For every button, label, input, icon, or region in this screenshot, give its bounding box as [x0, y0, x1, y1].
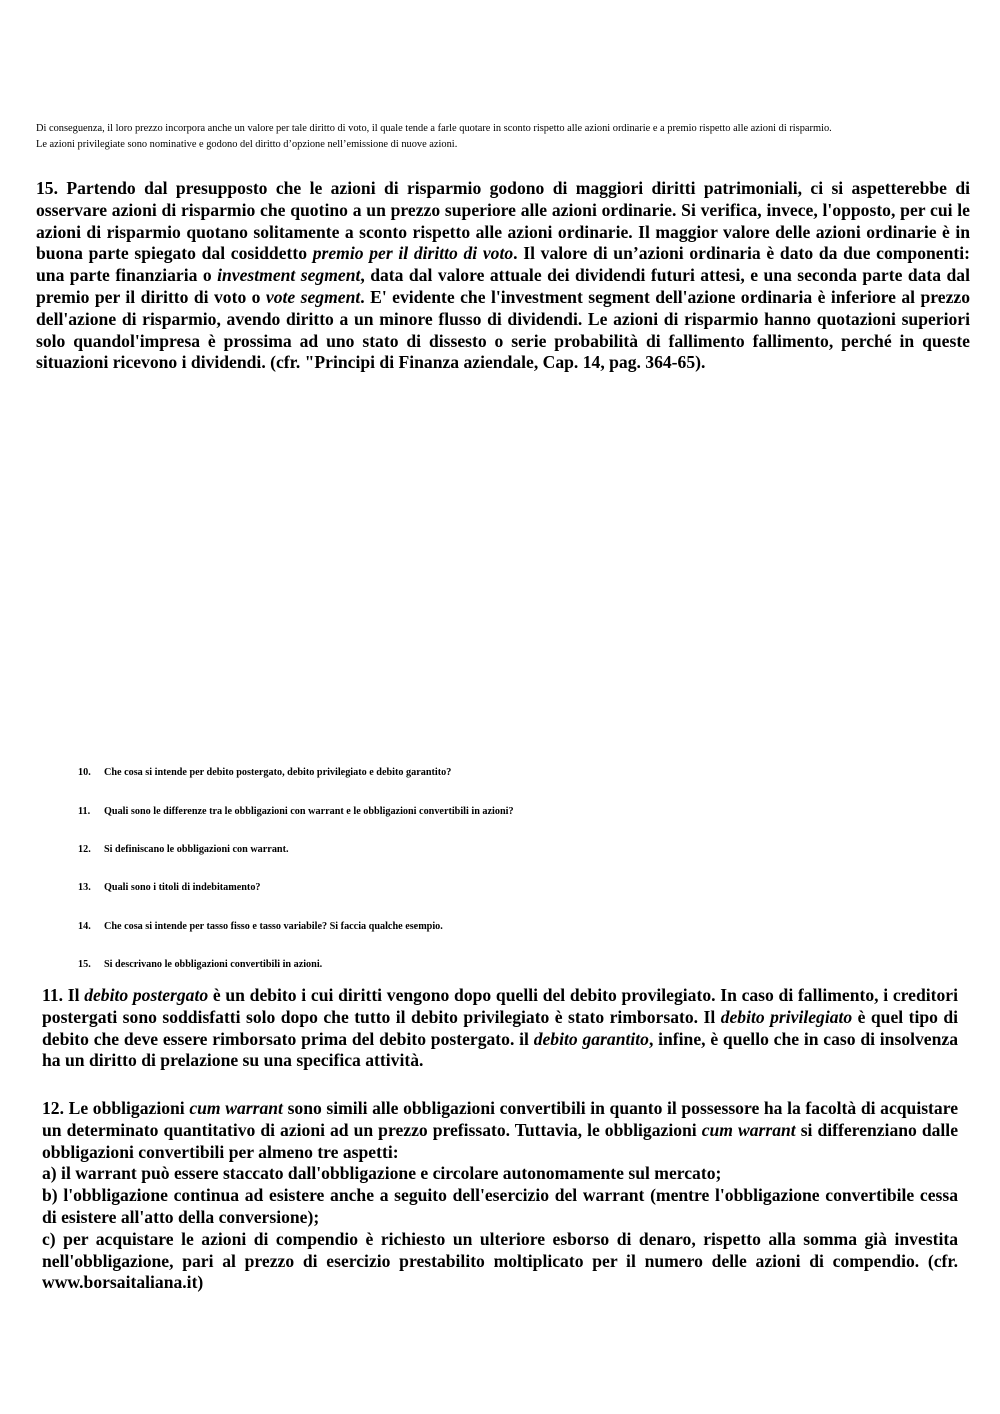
answer-text: . Il valore di un’azioni ordinaria è dato da due componenti: una parte finanziaria o: [36, 243, 970, 286]
answer-text: , infine, è quello che in caso di insolvenza ha un diritto di prelazione su una specifica attività.: [42, 1028, 958, 1071]
question-text: Quali sono le differenze tra le obbligazioni con warrant e le obbligazioni convertibili in azioni?: [104, 806, 514, 817]
list-item: [78, 921, 443, 932]
question-number: 10.: [78, 767, 91, 778]
question-text: Che cosa si intende per debito postergato, debito privilegiato e debito garantito?: [104, 767, 452, 778]
list-item: [78, 844, 289, 855]
answer-italic-term: cum warrant: [189, 1098, 283, 1118]
answer-15-paragraph: [36, 178, 970, 374]
question-number: 14.: [78, 921, 91, 932]
question-text: Che cosa si intende per tasso fisso e tasso variabile? Si faccia qualche esempio.: [104, 921, 443, 932]
question-text: Si definiscano le obbligazioni con warrant.: [104, 844, 289, 855]
question-text: Quali sono i titoli di indebitamento?: [104, 882, 261, 893]
intro-line: Di conseguenza, il loro prezzo incorpora anche un valore per tale diritto di voto, il quale tende a farle quotare in sconto rispetto alle azioni ordinarie e a premio rispetto alle azioni di risparmio.: [36, 123, 832, 134]
question-number: 12.: [78, 844, 91, 855]
answer-text: , data dal valore attuale dei dividendi futuri attesi, e una seconda parte data dal premio per il diritto di voto o: [36, 265, 970, 307]
answer-12-item-c: c) per acquistare le azioni di compendio è richiesto un ulteriore esborso di denaro, rispetto alla somma già investita nell'obbligazione, pari al prezzo di esercizio prestabilito moltiplicato per il numero delle azioni di compendio. (cfr. www.borsaitaliana.it): [42, 1228, 958, 1293]
answer-text: . E' evidente che l'investment segment dell'azione ordinaria è inferiore al prezzo dell'azione di risparmio, avendo diritto a un minore flusso di dividendi. Le azioni di risparmio hanno quotazioni superiori solo quandol'impresa è prossima ad uno stato di dissesto o serie probabilità di fallimento fallimento, perché in queste situazioni ricevono i dividendi. (cfr. "Principi di Finanza aziendale, Cap. 14, pag. 364-65).: [36, 286, 971, 373]
answer-text: 11. Il: [42, 985, 85, 1005]
answer-text: si differenziano dalle obbligazioni convertibili per almeno tre aspetti:: [42, 1119, 958, 1162]
answer-12-item-a: a) il warrant può essere staccato dall'obbligazione e circolare autonomamente sul mercato;: [42, 1163, 722, 1184]
answer-text: è quel tipo di debito che deve essere rimborsato prima del debito postergato. il: [42, 1006, 959, 1049]
answer-italic-term: cum warrant: [701, 1119, 796, 1140]
answer-italic-term: debito garantito: [533, 1028, 649, 1049]
question-number: 15.: [78, 959, 91, 970]
answer-italic-term: vote segment: [265, 286, 361, 307]
answer-text: 15. Partendo dal presupposto che le azioni di risparmio godono di maggiori diritti patrimoniali, ci si aspetterebbe di osservare azioni di risparmio che quotino a un prezzo superiore alle azioni ordinarie. Si verifica, invece, l'opposto, per cui le azioni di risparmio quotano solitamente a sconto rispetto alle azioni ordinarie. Il maggior valore delle azioni ordinarie è in buona parte spiegato dal cosiddetto: [36, 178, 970, 264]
question-text: Si descrivano le obbligazioni convertibili in azioni.: [104, 959, 323, 970]
answer-italic-term: debito postergato: [84, 985, 209, 1005]
answer-italic-term: debito privilegiato: [720, 1006, 853, 1027]
question-number: 13.: [78, 882, 91, 893]
intro-line: Le azioni privilegiate sono nominative e godono del diritto d’opzione nell’emissione di nuove azioni.: [36, 139, 458, 150]
intro-paragraph: [36, 121, 964, 153]
list-item: [78, 806, 514, 817]
list-item: [78, 767, 451, 778]
list-item: [78, 882, 261, 893]
answer-text: è un debito i cui diritti vengono dopo quelli del debito provilegiato. In caso di fallimento, i creditori postergati sono soddisfatti solo dopo che tutto il debito privilegiato è stato rimborsato. Il: [42, 985, 958, 1027]
answer-11-paragraph: [42, 985, 958, 1072]
answer-12-paragraph: [42, 1098, 958, 1294]
answer-text: 12. Le obbligazioni: [42, 1098, 190, 1118]
list-item: [78, 959, 322, 970]
answer-12-item-b: b) l'obbligazione continua ad esistere anche a seguito dell'esercizio del warrant (mentre l'obbligazione convertibile cessa di esistere all'atto della conversione);: [42, 1185, 958, 1227]
question-number: 11.: [78, 806, 91, 817]
answer-italic-term: premio per il diritto di voto: [312, 243, 514, 264]
answer-text: sono simili alle obbligazioni convertibili in quanto il possessore ha la facoltà di acquistare un determinato quantitativo di azioni ad un prezzo prefissato. Tuttavia, le obbligazioni: [42, 1098, 959, 1140]
answer-italic-term: investment segment: [217, 265, 361, 286]
